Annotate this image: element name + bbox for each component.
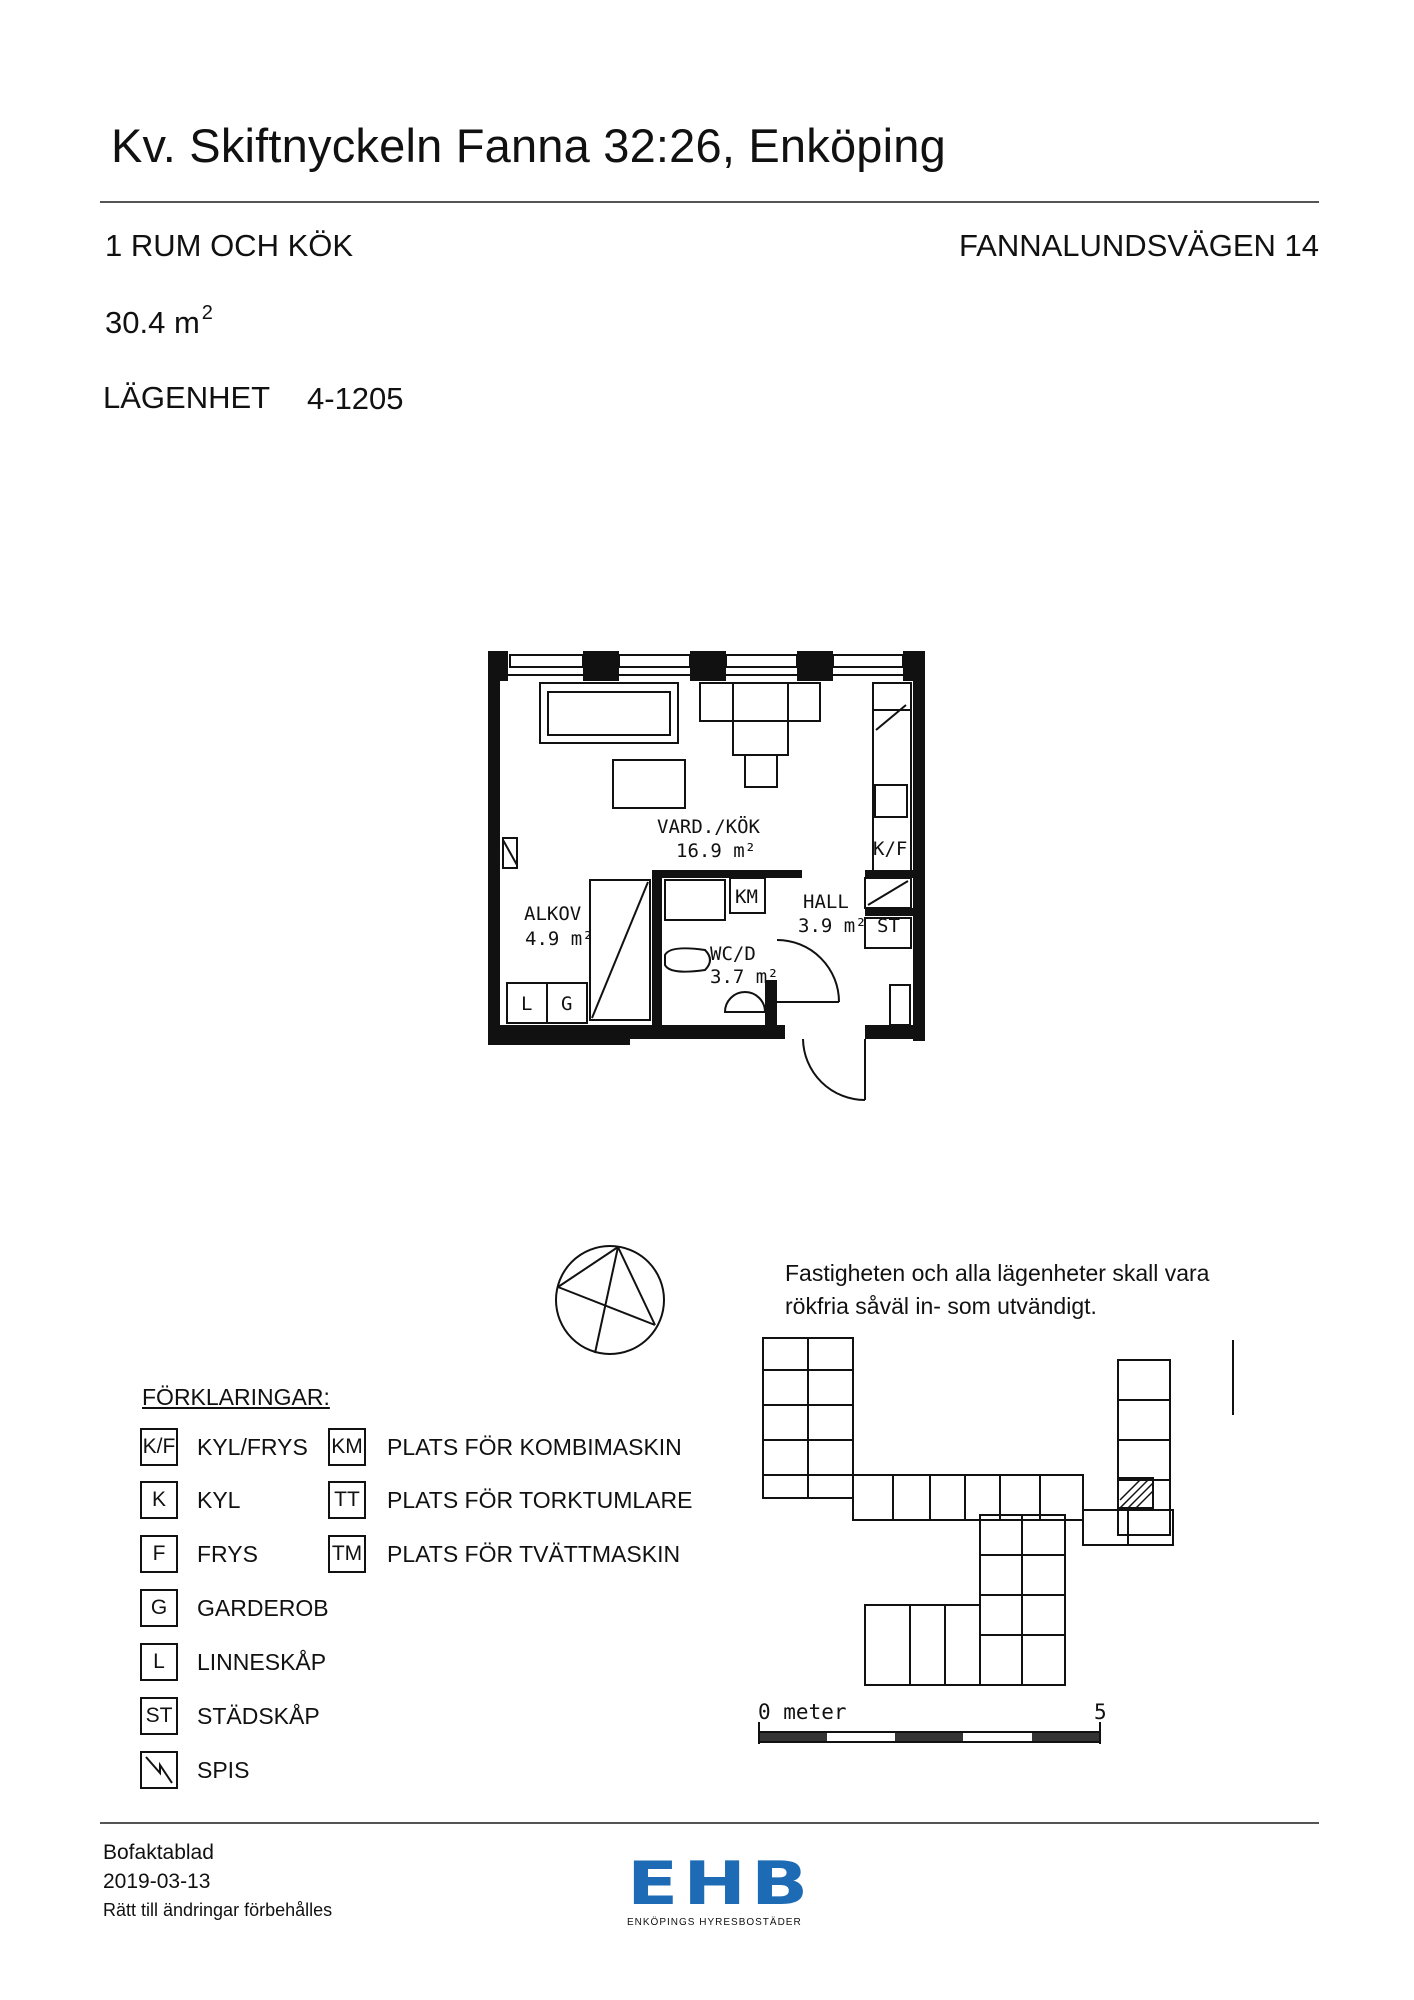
ehb-logo (627, 1849, 814, 1928)
floor-plan-labels (521, 815, 907, 1015)
area-value: 30.4 m (105, 305, 200, 340)
smoke-free-notice (785, 1257, 1209, 1323)
page-title: Kv. Skiftnyckeln Fanna 32:26, Enköping (111, 119, 946, 172)
compass-icon (550, 1240, 670, 1360)
fixture-label-st: ST (877, 915, 900, 937)
room-area-alcove: 4.9 m² (525, 928, 594, 950)
fixture-label-km: KM (735, 886, 758, 908)
legend-code-l: L (140, 1643, 178, 1681)
room-area-hall: 3.9 m² (798, 915, 867, 937)
room-label-wc: WC/D (710, 943, 756, 965)
room-count: 1 RUM OCH KÖK (105, 228, 354, 263)
footer-meta (103, 1838, 332, 1925)
floor-plan (480, 640, 960, 1110)
legend-text-kf: KYL/FRYS (197, 1434, 308, 1460)
header-divider (100, 201, 1319, 203)
legend-title: FÖRKLARINGAR: (142, 1384, 330, 1410)
room-area-wc: 3.7 m² (710, 966, 779, 988)
legend-text-tm: PLATS FÖR TVÄTTMASKIN (387, 1541, 681, 1567)
fixture-label-g: G (561, 993, 573, 1015)
legend-text-l: LINNESKÅP (197, 1649, 327, 1675)
logo-subtitle: ENKÖPINGS HYRESBOSTÄDER (627, 1917, 802, 1928)
legend-code-k: K (140, 1481, 178, 1519)
scale-label-end: 5 (1094, 1700, 1107, 1724)
legend-text-g: GARDEROB (197, 1595, 329, 1621)
street-address: FANNALUNDSVÄGEN 14 (958, 228, 1319, 263)
footer-doc-type: Bofaktablad (103, 1841, 214, 1864)
legend-code-g: G (140, 1589, 178, 1627)
notice-line-2: rökfria såväl in- som utvändigt. (785, 1293, 1097, 1319)
apartment-label: LÄGENHET (103, 380, 271, 415)
legend-code-tt: TT (328, 1481, 366, 1519)
building-key-plan (755, 1330, 1235, 1750)
legend-code-tm: TM (328, 1535, 366, 1573)
room-label-alcove: ALKOV (524, 903, 582, 925)
scale-bar (755, 1720, 1115, 1750)
legend-text-f: FRYS (197, 1541, 258, 1567)
legend-text-st: STÄDSKÅP (197, 1703, 320, 1729)
apartment-area (105, 302, 213, 341)
fixture-label-kf: K/F (873, 838, 908, 860)
legend-code-f: F (140, 1535, 178, 1573)
area-unit-exponent: 2 (201, 302, 213, 324)
legend-text-km: PLATS FÖR KOMBIMASKIN (387, 1434, 682, 1460)
legend-text-tt: PLATS FÖR TORKTUMLARE (387, 1487, 693, 1513)
room-label-hall: HALL (803, 891, 849, 913)
scale-label-start: 0 meter (758, 1700, 847, 1724)
room-label-living: VARD./KÖK (657, 816, 760, 838)
legend-code-kf: K/F (140, 1428, 178, 1466)
legend-text-k: KYL (197, 1487, 241, 1513)
stove-icon (140, 1751, 178, 1789)
footer-divider (100, 1822, 1319, 1824)
room-area-living: 16.9 m² (676, 840, 757, 862)
legend-code-st: ST (140, 1697, 178, 1735)
footer-date: 2019-03-13 (103, 1870, 211, 1893)
legend-code-km: KM (328, 1428, 366, 1466)
legend-text-spis: SPIS (197, 1757, 250, 1783)
apartment-number: 4-1205 (307, 381, 404, 416)
notice-line-1: Fastigheten och alla lägenheter skall vara (785, 1260, 1210, 1286)
logo-mark: EHB (627, 1849, 814, 1919)
footer-disclaimer: Rätt till ändringar förbehålles (103, 1900, 333, 1920)
fixture-label-l: L (521, 993, 533, 1015)
